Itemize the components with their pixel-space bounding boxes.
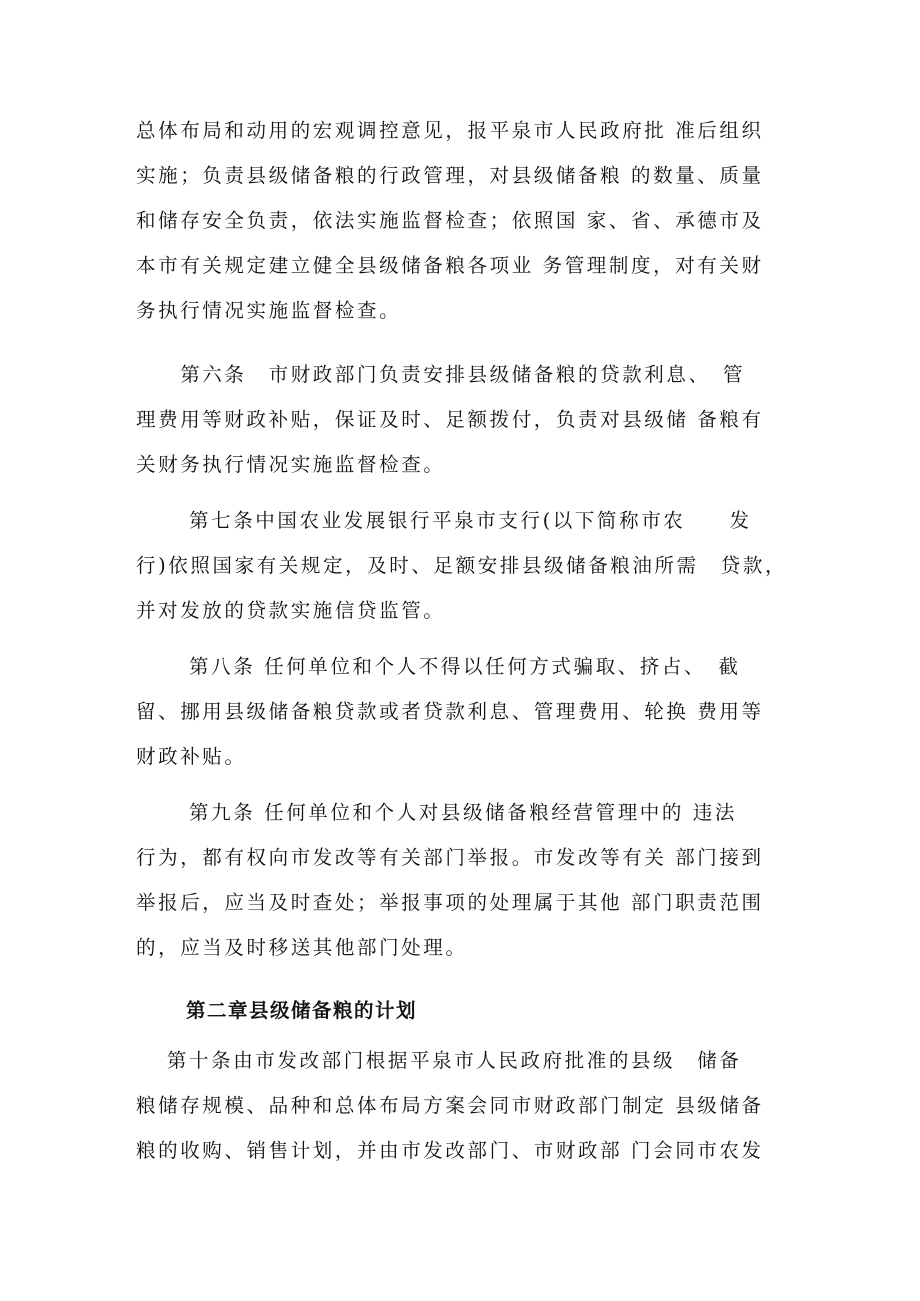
text-line: 关财务执行情况实施监督检查。	[136, 453, 446, 476]
paragraph-article-7	[136, 498, 790, 633]
text-line: 本市有关规定建立健全县级储备粮各项业 务管理制度，对有关财	[136, 254, 764, 277]
text-line: 总体布局和动用的宏观调控意见，报平泉市人民政府批 准后组织	[136, 119, 764, 142]
text-line: 第九条 任何单位和个人对县级储备粮经营管理中的 违法	[136, 801, 737, 824]
text-line: 第六条 市财政部门负责安排县级储备粮的贷款利息、 管	[136, 363, 746, 386]
text-line: 并对发放的贷款实施信贷监管。	[136, 599, 446, 622]
text-line: 第十条由市发改部门根据平泉市人民政府批准的县级 储备	[136, 1049, 742, 1072]
text-line: 行)依照国家有关规定，及时、足额安排县级储备粮油所需 贷款，	[136, 554, 788, 577]
paragraph-article-5-continued	[136, 108, 790, 333]
text-line: 行为，都有权向市发改等有关部门举报。市发改等有关 部门接到	[136, 846, 764, 869]
text-line: 理费用等财政补贴，保证及时、足额拨付，负责对县级储 备粮有	[136, 408, 764, 431]
text-line: 粮的收购、销售计划，并由市发改部门、市财政部 门会同市农发	[136, 1139, 764, 1162]
chapter-heading: 第二章县级储备粮的计划	[186, 999, 418, 1022]
paragraph-article-10	[136, 1038, 790, 1173]
text-line: 第八条 任何单位和个人不得以任何方式骗取、挤占、 截	[136, 655, 741, 678]
text-line: 财政补贴。	[136, 745, 247, 768]
text-line: 的，应当及时移送其他部门处理。	[136, 936, 468, 959]
paragraph-article-8	[136, 644, 790, 779]
paragraph-article-6	[136, 352, 790, 487]
text-line: 实施；负责县级储备粮的行政管理，对县级储备粮 的数量、质量	[136, 164, 764, 187]
text-line: 务执行情况实施监督检查。	[136, 299, 402, 322]
text-line: 第七条中国农业发展银行平泉市支行(以下简称市农 发	[136, 509, 752, 532]
text-line: 举报后，应当及时查处；举报事项的处理属于其他 部门职责范围	[136, 891, 764, 914]
text-line: 和储存安全负责，依法实施监督检查；依照国 家、省、承德市及	[136, 209, 764, 232]
paragraph-article-9	[136, 790, 790, 970]
text-line: 粮储存规模、品种和总体布局方案会同市财政部门制定 县级储备	[136, 1094, 764, 1117]
text-line: 留、挪用县级储备粮贷款或者贷款利息、管理费用、轮换 费用等	[136, 700, 764, 723]
